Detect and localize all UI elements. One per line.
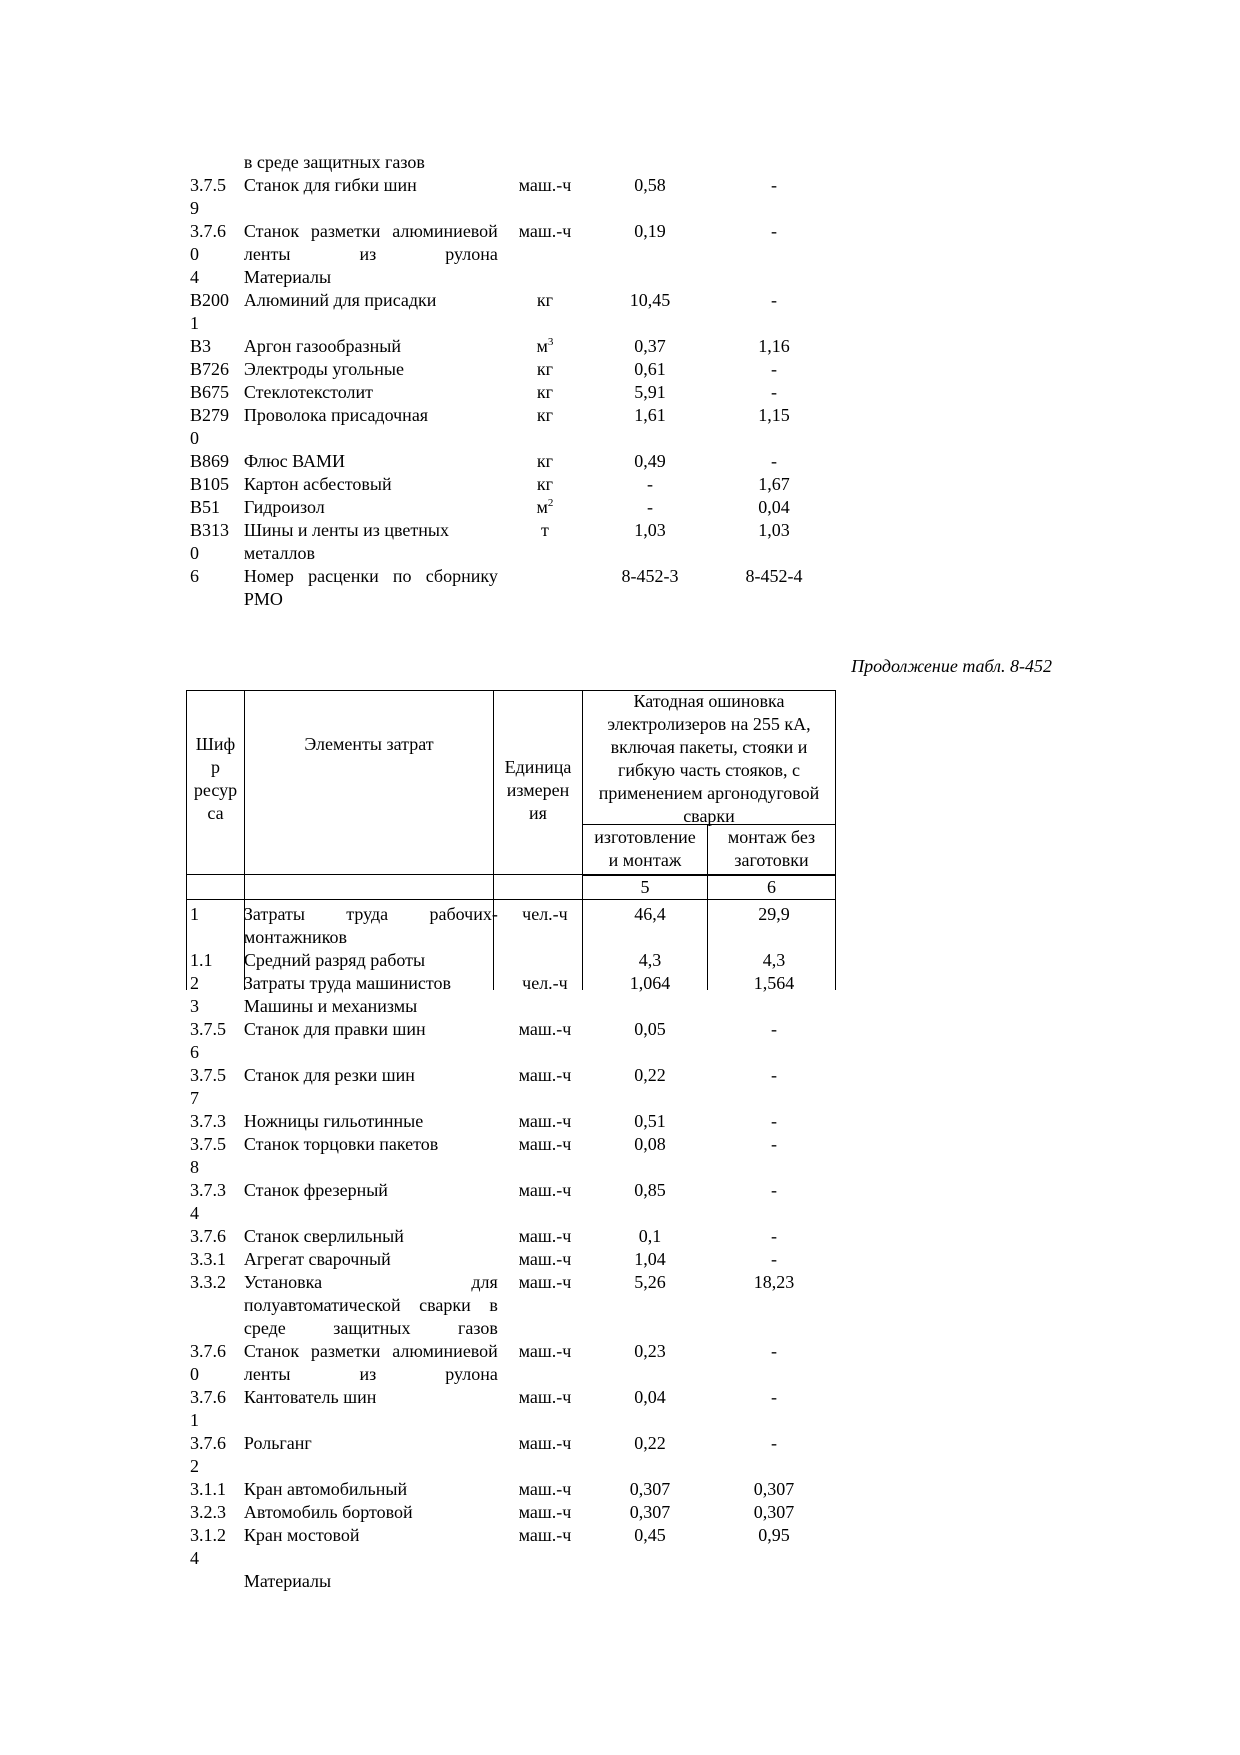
cost-element: Флюс ВАМИ	[243, 451, 346, 471]
value-col-6	[712, 151, 836, 174]
resource-code: В279 0	[190, 405, 230, 448]
table-row	[186, 335, 836, 358]
resource-code: 6	[190, 566, 199, 586]
value-col-6: -	[771, 382, 777, 402]
cost-element: Кран автомобильный	[243, 1479, 408, 1499]
value-col-6: -	[771, 1019, 777, 1039]
resource-code: 4	[190, 267, 199, 287]
resource-code: 3.7.6 2	[190, 1433, 226, 1476]
resource-code: 3.7.6 0	[190, 221, 226, 264]
cost-element: Станок фрезерный	[243, 1180, 388, 1200]
resource-code: 3.3.1	[190, 1249, 226, 1269]
value-col-6: 1,03	[758, 520, 790, 540]
table-row	[186, 496, 836, 519]
unit: маш.-ч	[518, 1111, 572, 1131]
value-col-5: 0,22	[634, 1065, 666, 1085]
resource-code: 2	[190, 973, 199, 993]
table-row	[186, 381, 836, 404]
cost-element: Станок разметки алюминиевой ленты из рулона	[243, 221, 498, 264]
resource-code	[186, 151, 240, 174]
value-col-6: -	[771, 1433, 777, 1453]
value-col-5: 8-452-3	[621, 566, 679, 586]
table-row	[186, 174, 836, 220]
unit: маш.-ч	[518, 175, 572, 195]
cost-element: Станок сверлильный	[243, 1226, 404, 1246]
value-col-5	[588, 266, 712, 289]
table-row	[186, 995, 836, 1018]
resource-code	[186, 1570, 240, 1593]
value-col-6: -	[771, 175, 777, 195]
cost-element: Картон асбестовый	[243, 474, 392, 494]
cost-element: Ножницы гильотинные	[243, 1111, 424, 1131]
table-row	[186, 1386, 836, 1432]
cost-element: в среде защитных газов	[243, 152, 425, 172]
table-row	[186, 220, 836, 266]
value-col-5: 0,08	[634, 1134, 666, 1154]
value-col-5: 0,307	[629, 1479, 671, 1499]
value-col-5: -	[647, 497, 654, 517]
table-row	[186, 289, 836, 335]
cost-element: Кантователь шин	[243, 1387, 377, 1407]
header-name: Элементы затрат	[304, 734, 434, 754]
value-col-5	[588, 995, 712, 1018]
header-sub-2: монтаж без заготовки	[727, 827, 816, 870]
value-col-6: -	[771, 359, 777, 379]
cost-element: Установка для полуавтоматической сварки в среде защитных газов	[243, 1272, 498, 1338]
value-col-5: 0,23	[634, 1341, 666, 1361]
value-col-6: 29,9	[758, 904, 790, 924]
cost-element: Затраты труда машинистов	[243, 973, 451, 993]
table-header	[186, 690, 836, 900]
unit: маш.-ч	[518, 1134, 572, 1154]
value-col-5: 46,4	[634, 904, 666, 924]
value-col-6	[712, 266, 836, 289]
unit: маш.-ч	[518, 1226, 572, 1246]
value-col-5: 0,51	[634, 1111, 666, 1131]
cost-element: Станок торцовки пакетов	[243, 1134, 439, 1154]
unit: маш.-ч	[518, 1180, 572, 1200]
table-row	[186, 1133, 836, 1179]
value-col-6: 0,307	[753, 1502, 795, 1522]
cost-element: Гидроизол	[243, 497, 325, 517]
value-col-5: 0,1	[638, 1226, 662, 1246]
value-col-5	[588, 151, 712, 174]
resource-code: В105	[190, 474, 230, 494]
header-sub-1: изготовление и монтаж	[594, 827, 696, 870]
value-col-5: -	[647, 474, 654, 494]
header-col-num-6: 6	[767, 877, 776, 897]
value-col-6: 1,67	[758, 474, 790, 494]
cost-element: Станок для правки шин	[243, 1019, 426, 1039]
resource-code: 3.7.3 4	[190, 1180, 226, 1223]
table-row	[186, 1179, 836, 1225]
value-col-6	[712, 1570, 836, 1593]
unit: маш.-ч	[518, 1502, 572, 1522]
materials-table-top	[186, 151, 836, 611]
value-col-5: 0,22	[634, 1433, 666, 1453]
resource-code: 1.1	[190, 950, 213, 970]
unit: кг	[536, 290, 554, 310]
cost-element: Кран мостовой	[243, 1525, 360, 1545]
table-row	[186, 450, 836, 473]
value-col-5: 1,03	[634, 520, 666, 540]
cost-element: Стеклотекстолит	[243, 382, 374, 402]
unit: чел.-ч	[522, 973, 568, 993]
table-row	[186, 473, 836, 496]
table-row	[186, 358, 836, 381]
unit: маш.-ч	[518, 1433, 572, 1453]
value-col-5: 0,61	[634, 359, 666, 379]
value-col-5: 0,307	[629, 1502, 671, 1522]
resource-code: 3.7.6 1	[190, 1387, 226, 1430]
value-col-5: 0,37	[634, 336, 666, 356]
unit	[502, 1570, 588, 1593]
resource-code: 3.3.2	[190, 1272, 226, 1292]
unit: кг	[536, 405, 554, 425]
value-col-6: -	[771, 1180, 777, 1200]
header-group: Катодная ошиновка электролизеров на 255 кА, включая пакеты, стояки и гибкую часть стояков, с применением аргонодуговой сварки	[598, 691, 820, 826]
cost-element: Станок для резки шин	[243, 1065, 415, 1085]
value-col-6: -	[771, 1134, 777, 1154]
unit: маш.-ч	[518, 1019, 572, 1039]
resource-code: 3.7.5 8	[190, 1134, 226, 1177]
value-col-6: -	[771, 1341, 777, 1361]
unit: $м^3$	[536, 336, 554, 356]
cost-element: Рольганг	[243, 1433, 312, 1453]
resource-code: 3.7.5 6	[190, 1019, 226, 1062]
resource-code: 3.1.1	[190, 1479, 226, 1499]
unit: маш.-ч	[518, 1341, 572, 1361]
unit: кг	[536, 474, 554, 494]
resource-code: В726	[190, 359, 230, 379]
unit: чел.-ч	[522, 904, 568, 924]
value-col-6: -	[771, 1065, 777, 1085]
resource-code: 3	[190, 996, 199, 1016]
cost-element: Электроды угольные	[243, 359, 404, 379]
table-row	[186, 266, 836, 289]
value-col-5: 0,19	[634, 221, 666, 241]
value-col-5: 0,58	[634, 175, 666, 195]
value-col-6: -	[771, 290, 777, 310]
table-row	[186, 1501, 836, 1524]
table-row	[186, 1340, 836, 1386]
resource-code: В3	[190, 336, 212, 356]
unit: маш.-ч	[518, 1387, 572, 1407]
value-col-6	[712, 995, 836, 1018]
cost-element: Шины и ленты из цветных металлов	[243, 520, 449, 563]
resource-code: 3.2.3	[190, 1502, 226, 1522]
unit-exponent: 3	[547, 336, 554, 348]
value-col-5: 10,45	[629, 290, 671, 310]
value-col-5: 1,61	[634, 405, 666, 425]
value-col-6: 1,564	[753, 973, 795, 993]
unit	[502, 995, 588, 1018]
header-col-num-5: 5	[640, 877, 650, 897]
resource-code: В200 1	[190, 290, 230, 333]
resource-code: 3.7.5 9	[190, 175, 226, 218]
unit: кг	[536, 359, 554, 379]
cost-element: Агрегат сварочный	[243, 1249, 391, 1269]
resource-code: В675	[190, 382, 230, 402]
resource-code: 3.7.6	[190, 1226, 226, 1246]
unit-exponent: 2	[547, 497, 554, 509]
resource-code: В313 0	[190, 520, 230, 563]
table-row	[186, 519, 836, 565]
table-caption: Продолжение табл. 8-452	[851, 656, 1052, 676]
cost-element: Станок для гибки шин	[243, 175, 417, 195]
resource-code: 3.7.5 7	[190, 1065, 226, 1108]
value-col-6: -	[771, 221, 777, 241]
table-row	[186, 1432, 836, 1478]
value-col-6: 0,04	[758, 497, 790, 517]
value-col-6: 1,15	[758, 405, 790, 425]
table-row	[186, 972, 836, 995]
value-col-6: 18,23	[753, 1272, 795, 1292]
cost-element: Затраты труда рабочих-монтажников	[243, 904, 498, 947]
table-row	[186, 151, 836, 174]
cost-element: Станок разметки алюминиевой ленты из рулона	[243, 1341, 498, 1384]
unit	[502, 565, 588, 611]
unit: маш.-ч	[518, 1249, 572, 1269]
value-col-5: 0,49	[634, 451, 666, 471]
table-row	[186, 1018, 836, 1064]
table-row	[186, 903, 836, 949]
value-col-6: 1,16	[758, 336, 790, 356]
table-row	[186, 1271, 836, 1340]
table-row	[186, 1570, 836, 1593]
value-col-5: 5,26	[634, 1272, 666, 1292]
unit: кг	[536, 451, 554, 471]
cost-element: Аргон газообразный	[243, 336, 401, 356]
resource-code: В869	[190, 451, 230, 471]
unit	[502, 949, 588, 972]
header-unit: Единица измерен ия	[504, 757, 572, 823]
resource-code: В51	[190, 497, 221, 517]
unit: кг	[536, 382, 554, 402]
table-row	[186, 1478, 836, 1501]
resources-table-bottom	[186, 903, 836, 1593]
table-row	[186, 1248, 836, 1271]
value-col-5	[588, 1570, 712, 1593]
value-col-6: -	[771, 1249, 777, 1269]
unit: маш.-ч	[518, 1525, 572, 1545]
unit: маш.-ч	[518, 221, 572, 241]
unit: т	[541, 520, 549, 540]
cost-element: Номер расценки по сборнику РМО	[243, 566, 498, 609]
value-col-5: 1,04	[634, 1249, 666, 1269]
value-col-5: 4,3	[638, 950, 662, 970]
value-col-5: 0,04	[634, 1387, 666, 1407]
value-col-6: 0,307	[753, 1479, 795, 1499]
unit: маш.-ч	[518, 1065, 572, 1085]
resource-code: 3.7.3	[190, 1111, 226, 1131]
unit	[502, 151, 588, 174]
cost-element: Материалы	[243, 1571, 332, 1591]
table-row	[186, 565, 836, 611]
unit: $м^2$	[536, 497, 554, 517]
value-col-6: 0,95	[758, 1525, 790, 1545]
table-row	[186, 1110, 836, 1133]
cost-element: Средний разряд работы	[243, 950, 426, 970]
value-col-5: 0,85	[634, 1180, 666, 1200]
unit	[502, 266, 588, 289]
value-col-6: -	[771, 1226, 777, 1246]
value-col-6: 4,3	[762, 950, 786, 970]
cost-element: Машины и механизмы	[243, 996, 418, 1016]
table-row	[186, 1064, 836, 1110]
value-col-6: -	[771, 1387, 777, 1407]
cost-element: Алюминий для присадки	[243, 290, 437, 310]
value-col-6: 8-452-4	[745, 566, 803, 586]
unit: маш.-ч	[518, 1272, 572, 1292]
unit: маш.-ч	[518, 1479, 572, 1499]
resource-code: 3.1.2 4	[190, 1525, 226, 1568]
value-col-5: 0,05	[634, 1019, 666, 1039]
cost-element: Автомобиль бортовой	[243, 1502, 413, 1522]
header-code: Шиф р ресур са	[193, 734, 238, 823]
table-row	[186, 949, 836, 972]
cost-element: Проволока присадочная	[243, 405, 429, 425]
resource-code: 3.7.6 0	[190, 1341, 226, 1384]
value-col-5: 1,064	[629, 973, 671, 993]
cost-element: Материалы	[243, 267, 332, 287]
resource-code: 1	[190, 904, 199, 924]
value-col-5: 5,91	[634, 382, 666, 402]
table-row	[186, 404, 836, 450]
table-row	[186, 1524, 836, 1570]
value-col-6: -	[771, 451, 777, 471]
value-col-5: 0,45	[634, 1525, 666, 1545]
value-col-6: -	[771, 1111, 777, 1131]
table-row	[186, 1225, 836, 1248]
